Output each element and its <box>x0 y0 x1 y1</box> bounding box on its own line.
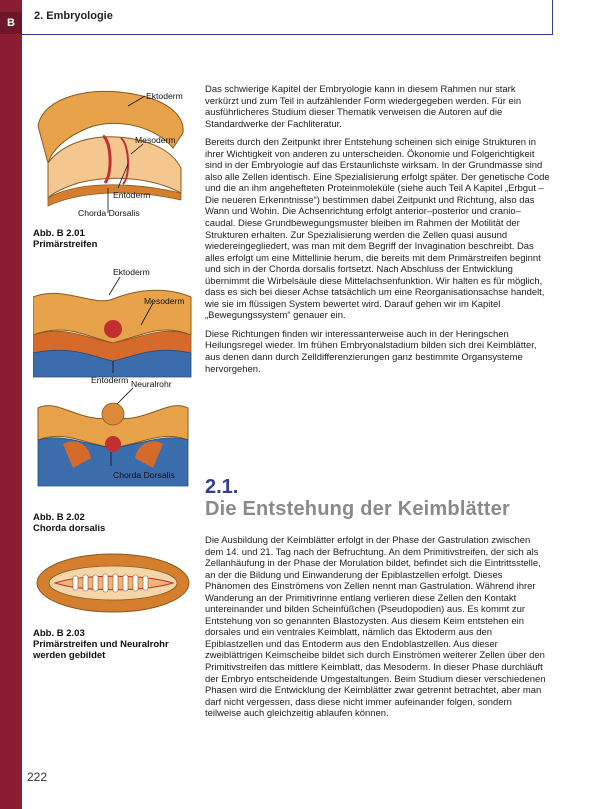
label-entoderm: Entoderm <box>91 375 129 385</box>
paragraph: Die Ausbildung der Keimblätter erfolgt in der Phase der Gastrulation zwischen dem 14. und 21. Tag nach der Befruchtung. An dem Primitivstreifen, der sich als Zellanhäufung in der Phase der Morulation bildet, befindet sich die Eintrittsstelle, an der die Bildung und Einwanderung der Epiblastzellen erfolgt. Dieses Phänomen des Einströmens von Zellen nennt man Gastrulation. Während ihrer Wanderung an der Primitivrinne entlang verlieren diese Zellen den Kontakt untereinander und bilden Scheinfüßchen (Pseudopodien) aus. Es kommt zur Entstehung von so genannten Blastozysten. Aus diesem Keim entstehen ein dorsales und ein ventrales Keimblatt, nämlich das Ektoderm aus den Epiblastzellen und das Entoderm aus den Endoblastzellen. Aus dieser zweiblättrigen Keimscheibe bildet sich durch Einströmen weiterer Zellen über den Primitivstreifen das mittlere Keimblatt, das Mesoderm. In dieser Phase durchläuft der Embryo entscheidende Umgestaltungen. Beim Studium dieser verschiedenen Phasen wird die Entwicklung der Keimblätter zwar getrennt betrachtet, aber man darf nicht vergessen, dass diese nicht immer aufeinander folgen, sondern teilweise auch gleichzeitig ablaufen können. <box>205 535 546 720</box>
caption-title: Chorda dorsalis <box>33 523 106 534</box>
figure-chorda-top <box>33 265 193 385</box>
caption-code: Abb. B 2.01 <box>33 228 85 239</box>
chapter-title: 2. Embryologie <box>34 10 113 22</box>
caption-figure-2 <box>33 512 105 534</box>
label-chorda: Chorda Dorsalis <box>78 208 140 218</box>
label-ektoderm: Ektoderm <box>113 267 150 277</box>
figure-primaerstreifen-neuralrohr <box>33 548 193 618</box>
caption-figure-1 <box>33 228 97 250</box>
caption-title: Primärstreifen <box>33 239 98 250</box>
section-title: Die Entstehung der Keimblätter <box>205 498 510 520</box>
caption-figure-3 <box>33 628 169 661</box>
label-mesoderm: Mesoderm <box>144 296 185 306</box>
label-entoderm: Entoderm <box>113 190 151 200</box>
running-header <box>22 0 553 35</box>
caption-title-line2: werden gebildet <box>33 650 106 661</box>
label-ektoderm: Ektoderm <box>146 91 183 101</box>
caption-code: Abb. B 2.03 <box>33 628 85 639</box>
label-neuralrohr: Neuralrohr <box>131 379 172 389</box>
paragraph: Das schwierige Kapitel der Embryologie kann in diesem Rahmen nur stark verkürzt und zum Teil in aufzählender Form wiedergegeben werden. Für ein ausführlicheres Studium dieser Thematik verweisen die Autoren auf die Standardwerke der Fachliteratur. <box>205 84 522 130</box>
chapter-badge: B <box>0 12 22 34</box>
caption-code: Abb. B 2.02 <box>33 512 85 523</box>
page-number: 222 <box>27 770 48 784</box>
body-text-upper <box>205 84 550 382</box>
chapter-sidebar <box>0 0 22 809</box>
figure-primaerstreifen <box>33 88 193 223</box>
figure-chorda-bottom <box>33 378 193 498</box>
label-mesoderm: Mesoderm <box>135 135 176 145</box>
section-number: 2.1. <box>205 476 239 498</box>
body-text-lower <box>205 535 550 727</box>
caption-title-line1: Primärstreifen und Neuralrohr <box>33 639 169 650</box>
paragraph: Diese Richtungen finden wir interessanterweise auch in der Heringschen Heilungsregel wieder. Im frühen Embryonalstadium bilden sich drei Keimblätter, aus denen dann durch Zelldifferenzierungen ganz bestimmte Organsysteme hervorgehen. <box>205 328 537 375</box>
label-chorda: Chorda Dorsalis <box>113 470 175 480</box>
paragraph: Bereits durch den Zeitpunkt ihrer Entstehung scheinen sich einige Strukturen in ihrer Wichtigkeit von anderen zu unterscheiden. Ökonomie und Folgerichtigkeit sind in der Embryologie auf das Erstaunlichste wirksam. In der Grundmasse sind also alle Zellen identisch. Eine Spezialisierung erfolgt später. Der genetische Code und die an ihm angehefteten Proteinmoleküle (siehe auch Teil A Kapitel „Erbgut – Die neueren Erkenntnisse“) bestimmen dabei Zeitpunkt und Richtung, also das Wann und Wohin. Die Achsenrichtung erfolgt anterior–posterior und cranio–caudal. Diese Grundbewegungsmuster bleiben im Rahmen der Motilität der Strukturen erhalten. Zur Spezialisierung werden die Zellen quasi ausund wiedereingegliedert, was man mit dem Begriff der Invagination beschreibt. Das alles erfolgt um eine Mittellinie herum, die bereits mit dem Primärstreifen beginnt und sich in der Chorda dorsalis fortsetzt. Nach Abschluss der Entwicklung übernimmt die Wirbelsäule diese Mittelachsenfunktion. Wir halten es für möglich, dass es sich bei dieser Achse tatsächlich um eine Reorganisationsachse handelt, wie sie im flüssigen System bewertet wird. Darauf gehen wir im Kapitel „Bewegungssystem“ genauer ein. <box>205 137 550 322</box>
